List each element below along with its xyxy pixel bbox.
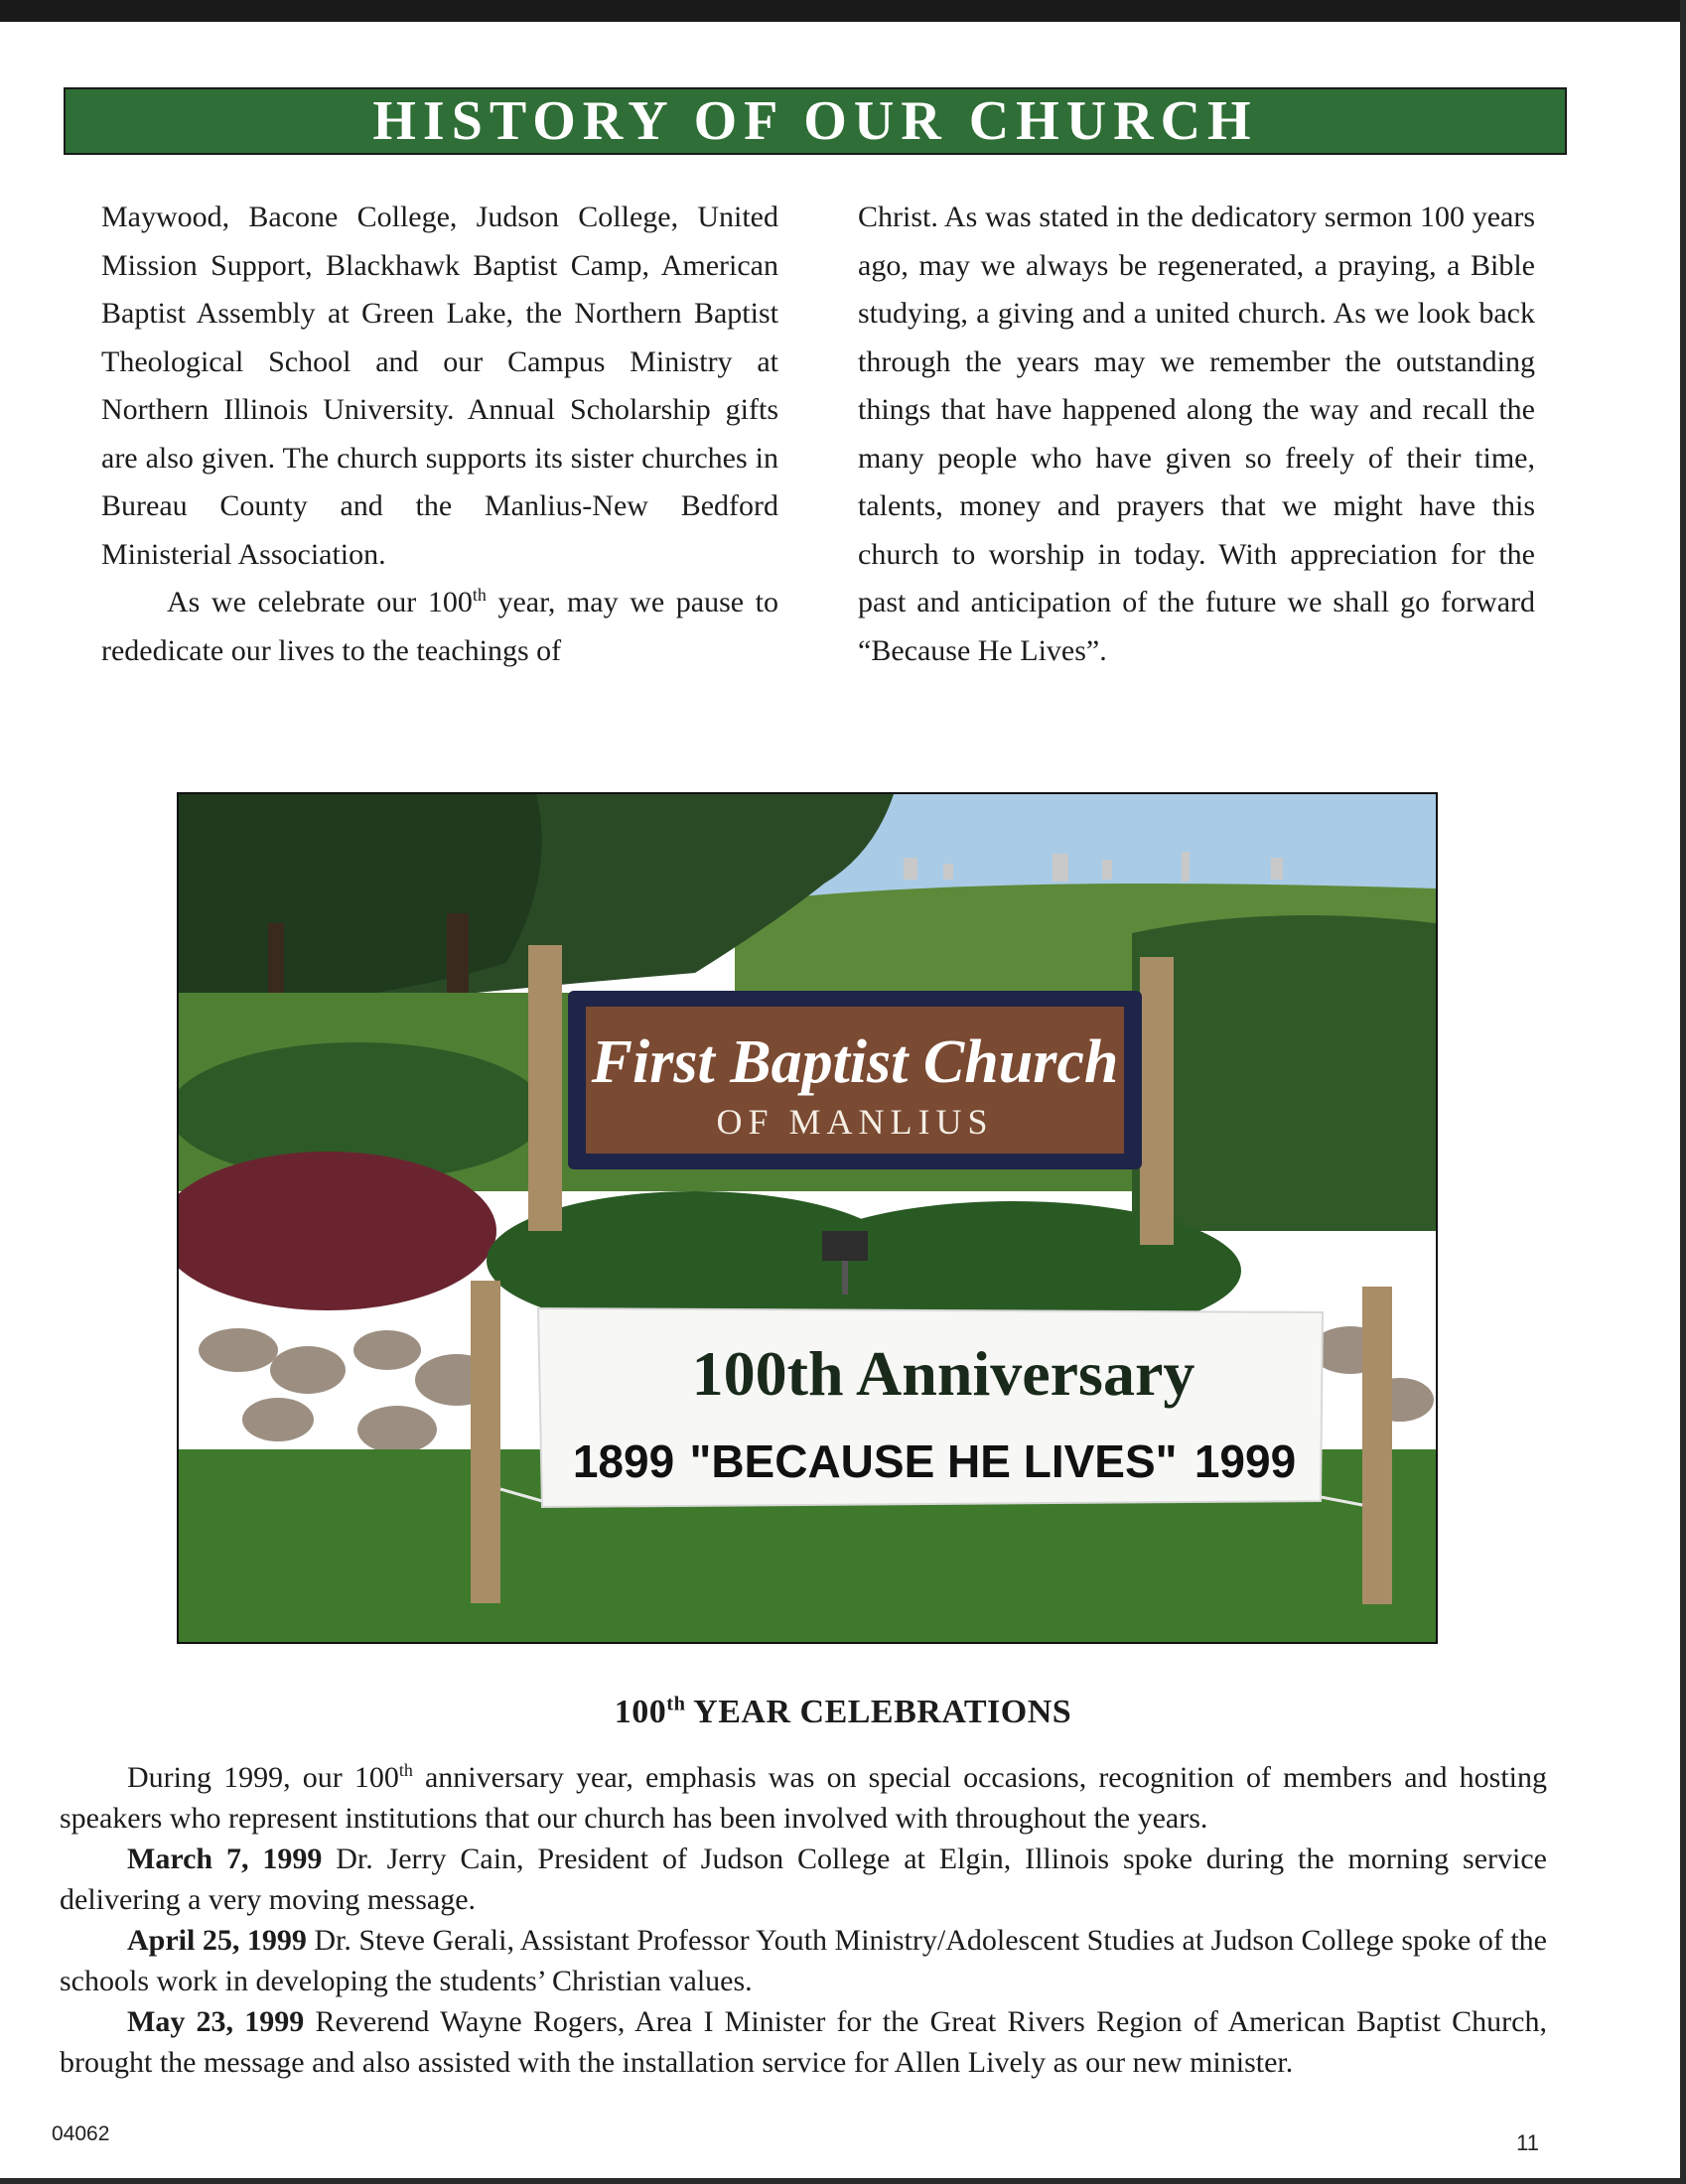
hedge-right (1132, 915, 1436, 1231)
spotlight-stand (842, 1261, 848, 1295)
left-column (101, 194, 778, 675)
entry-text: Dr. Steve Gerali, Assistant Professor Youth Ministry/Adolescent Studies at Judson College spoke of the schools work in developing the students’ Christian values. (60, 1924, 1547, 1997)
sign-post-right (1140, 957, 1174, 1245)
entry-date: March 7, 1999 (127, 1843, 323, 1875)
entry-date: April 25, 1999 (127, 1924, 307, 1957)
celebration-entry (60, 1839, 1547, 1920)
celebrations-heading (0, 1694, 1686, 1731)
footer-code: 04062 (52, 2122, 110, 2145)
entry-text: Reverend Wayne Rogers, Area I Minister for the Great Rivers Region of American Baptist Church, brought the message and also assisted with the installation service for Allen Lively as our new minister. (60, 2005, 1547, 2079)
text-run: year, may we pause to rededicate our lives to the teachings of (101, 586, 778, 667)
text-run: 100 (614, 1694, 667, 1730)
scan-top-edge (0, 0, 1686, 22)
page-title: HISTORY OF OUR CHURCH (372, 90, 1258, 152)
superscript: th (398, 1760, 413, 1780)
scan-right-edge (1680, 0, 1686, 2184)
superscript: th (472, 585, 487, 605)
photo-illustration (179, 794, 1436, 1642)
church-sign-photo (177, 792, 1438, 1644)
banner-motto: "BECAUSE HE LIVES" (689, 1435, 1178, 1487)
entry-date: May 23, 1999 (127, 2005, 305, 2038)
text-run: During 1999, our 100 (127, 1761, 399, 1794)
text-run: anniversary year, emphasis was on special occasions, recognition of members and hosting speakers who represent institutions that our church has been involved with throughout the years. (60, 1761, 1548, 1835)
spotlight-fixture (822, 1231, 868, 1261)
celebration-entry (60, 1920, 1547, 2001)
celebrations-intro (60, 1757, 1547, 1839)
celebrations-body (60, 1757, 1547, 2083)
left-column-paragraph-2 (101, 579, 778, 675)
sign-post-left (528, 945, 562, 1231)
right-column-paragraph-1: Christ. As was stated in the dedicatory sermon 100 years ago, may we always be regenerated, a praying, a Bible studying, a giving and a united church. As we look back through the years may we remember the outstanding things that have happened along the way and recall the many people who have given so freely of their time, talents, money and prayers that we might have this church to worship in today. With appreciation for the past and anticipation of the future we shall go forward “Because He Lives”. (858, 201, 1535, 667)
church-sign-name: First Baptist Church (591, 1028, 1119, 1096)
entry-text: Dr. Jerry Cain, President of Judson College at Elgin, Illinois spoke during the morning service delivering a very moving message. (60, 1843, 1547, 1916)
church-sign-location: OF MANLIUS (716, 1102, 994, 1142)
text-run: As we celebrate our 100 (167, 586, 473, 618)
banner-post-right (1362, 1287, 1392, 1604)
celebration-entry (60, 2001, 1547, 2083)
banner-start-year: 1899 (572, 1435, 675, 1487)
banner-end-year: 1999 (1194, 1435, 1297, 1487)
page-header-banner (64, 87, 1567, 155)
right-column (858, 194, 1535, 675)
text-run: YEAR CELEBRATIONS (685, 1694, 1072, 1730)
banner-title: 100th Anniversary (691, 1338, 1195, 1409)
left-column-paragraph-1: Maywood, Bacone College, Judson College, United Mission Support, Blackhawk Baptist Camp, American Baptist Assembly at Green Lake, the Northern Baptist Theological School and our Campus Ministry at Northern Illinois University. Annual Scholarship gifts are also given. The church supports its sister churches in Bureau County and the Manlius-New Bedford Ministerial Association. (101, 201, 778, 571)
scan-bottom-edge (0, 2178, 1686, 2184)
banner-post-left (471, 1281, 500, 1603)
page-number: 11 (1516, 2130, 1539, 2155)
superscript: th (666, 1693, 686, 1715)
